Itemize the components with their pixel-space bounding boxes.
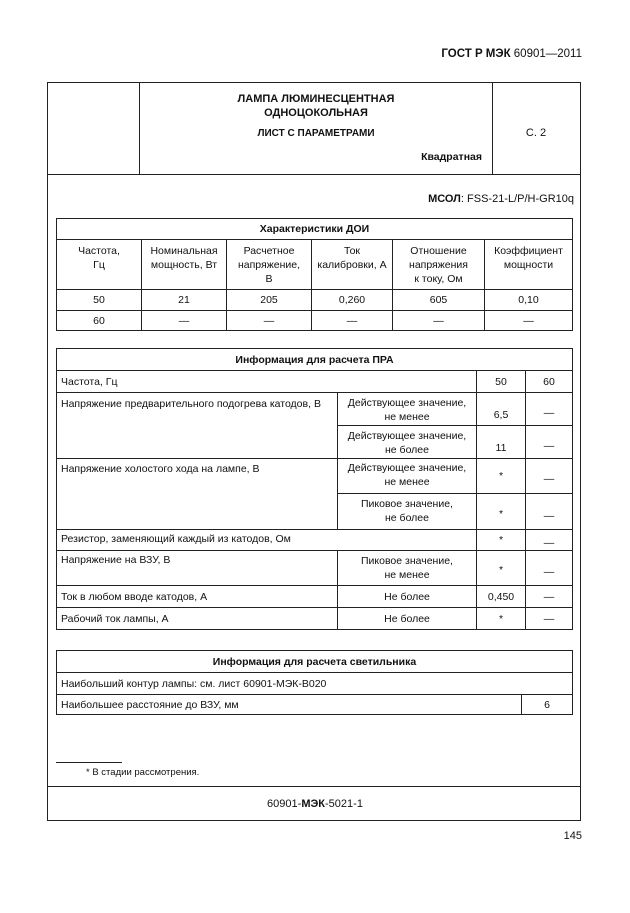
table-row: Наибольшее расстояние до ВЗУ, мм 6 xyxy=(57,695,573,715)
table-row: Ток в любом вводе катодов, А Не более 0,450 — xyxy=(57,586,573,608)
table-row: Напряжение предварительного подогрева катодов, В Действующее значение, не менее 6,5 — xyxy=(57,393,573,426)
table-row: Частота, Гц 50 60 xyxy=(57,371,573,393)
header-divider xyxy=(48,174,580,175)
doi-characteristics-table xyxy=(56,218,573,331)
msol-designation: МСОЛ: FSS-21-L/P/H-GR10q xyxy=(428,193,574,205)
page-number: 145 xyxy=(563,830,582,842)
page-reference: С. 2 xyxy=(525,127,547,139)
table-row: Резистор, заменяющий каждый из катодов, Ом * — xyxy=(57,530,573,551)
footer-divider xyxy=(48,786,580,787)
sheet-code: 60901-МЭК-5021-1 xyxy=(267,798,363,810)
sheet-label: ЛИСТ С ПАРАМЕТРАМИ xyxy=(257,128,375,139)
doi-header-ratio: Отношение напряжения к току, Ом xyxy=(393,240,485,290)
table-row: Пиковое значение, не более * — xyxy=(57,494,573,530)
doi-header-power: Номинальная мощность, Вт xyxy=(142,240,227,290)
table-row: 60 — — — — — xyxy=(57,311,573,331)
ballast-info-table xyxy=(56,348,573,630)
lamp-shape: Квадратная xyxy=(421,151,482,163)
pra-table-title: Информация для расчета ПРА xyxy=(57,349,573,371)
standard-designation: ГОСТ Р МЭК 60901—2011 xyxy=(441,48,582,60)
table-row: Рабочий ток лампы, А Не более * — xyxy=(57,608,573,630)
table-row: Наибольший контур лампы: см. лист 60901-МЭК-В020 xyxy=(57,673,573,695)
lamp-title: ЛАМПА ЛЮМИНЕСЦЕНТНАЯ ОДНОЦОКОЛЬНАЯ xyxy=(237,93,395,119)
doi-header-voltage: Расчетное напряжение, В xyxy=(227,240,312,290)
lum-table-title: Информация для расчета светильника xyxy=(57,651,573,673)
footnote: * В стадии рассмотрения. xyxy=(86,767,200,778)
table-row: 50 21 205 0,260 605 0,10 xyxy=(57,290,573,311)
doi-header-current: Ток калибровки, А xyxy=(312,240,393,290)
footnote-rule xyxy=(56,762,122,763)
table-row: Напряжение холостого хода на лампе, В Действующее значение, не менее * — xyxy=(57,459,573,494)
doi-header-power-factor: Коэффициент мощности xyxy=(485,240,573,290)
doi-table-title: Характеристики ДОИ xyxy=(57,219,573,240)
luminaire-info-table xyxy=(56,650,573,715)
doi-header-frequency: Частота, Гц xyxy=(57,240,142,290)
table-row: Действующее значение, не более 11 — xyxy=(57,426,573,459)
table-row: Напряжение на ВЗУ, В Пиковое значение, не менее * — xyxy=(57,551,573,586)
